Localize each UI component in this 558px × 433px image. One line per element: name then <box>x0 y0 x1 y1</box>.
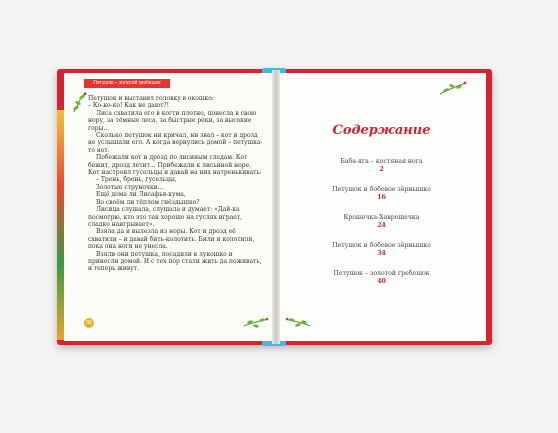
story-paragraph: – Ко-ко-ко! Как не дают?! <box>88 102 170 110</box>
toc-item-title: Петушок и бобовое зёрнышко <box>332 242 431 249</box>
toc-item-page: 2 <box>379 166 384 173</box>
page-number: 86 <box>84 318 94 328</box>
toc-item-title: Крошечка-Хаврошечка <box>343 214 420 221</box>
leaf-sprig-icon <box>438 80 468 98</box>
toc-item-page: 16 <box>377 194 386 201</box>
page-edges <box>57 110 64 340</box>
story-paragraph: Золотые струночки... <box>96 183 164 191</box>
toc-item <box>277 270 486 286</box>
toc-item <box>277 186 486 202</box>
story-paragraph: Ещё дома ли Лисафья-кума, <box>96 191 186 199</box>
table-of-contents <box>277 158 486 298</box>
toc-title: Содержание <box>332 123 431 138</box>
leaf-sprig-icon <box>242 316 270 330</box>
toc-item-page: 34 <box>377 250 386 257</box>
toc-item <box>277 242 486 258</box>
story-paragraph: Лиса схватила его в когти плотно, понесла в свою нору, за тёмные леса, за быстрые реки, за высокие горы... <box>88 109 257 132</box>
toc-item-page: 40 <box>377 278 386 285</box>
story-paragraph: Лисица слушала, слушала и думает: «Дай-ка посмотрю, кто это так хорошо на гуслях играет, сладко наигрывает». <box>88 206 243 228</box>
story-paragraph: – Трень, брень, гусельцы, <box>96 176 177 184</box>
story-paragraph: Во своём ли тёплом гнёздышке? <box>96 198 200 206</box>
toc-item <box>277 214 486 230</box>
story-text <box>88 95 264 273</box>
story-paragraph: Сколько петушок ни кричал, ни звал – кот и дрозд не услышали его. А когда вернулись домой – петушка-то нет. <box>88 132 263 154</box>
story-paragraph: Взяли они петушка, посадили в лукошко и принесли домой. И с тех пор стали жить да поживать, и теперь живут. <box>88 250 262 273</box>
story-paragraph: Побежали кот и дрозд по лисиным следам. Кот бежит, дрозд летит... Прибежали к лисьиной норе. Кот настроил гусельцы и давай на них натренькивать: <box>88 154 262 177</box>
toc-item-title: Петушок и бобовое зёрнышко <box>332 186 431 193</box>
leaf-sprig-icon <box>70 90 90 114</box>
toc-item-title: Петушок – золотой гребешок <box>333 270 430 277</box>
story-paragraph: Взяла да и вылезла из норы. Кот и дрозд её схватили – и давай бить-колотить. Били и колотили, пока она ноги не унесла. <box>88 228 255 251</box>
story-paragraph: Петушок и выставил головку в окошко: <box>88 95 214 102</box>
toc-item-title: Баба-яга – костяная нога <box>340 158 423 165</box>
running-head: Петушок – золотой гребешок <box>84 79 170 88</box>
leaf-sprig-icon <box>284 316 312 330</box>
toc-item <box>277 158 486 174</box>
toc-item-page: 24 <box>377 222 386 229</box>
